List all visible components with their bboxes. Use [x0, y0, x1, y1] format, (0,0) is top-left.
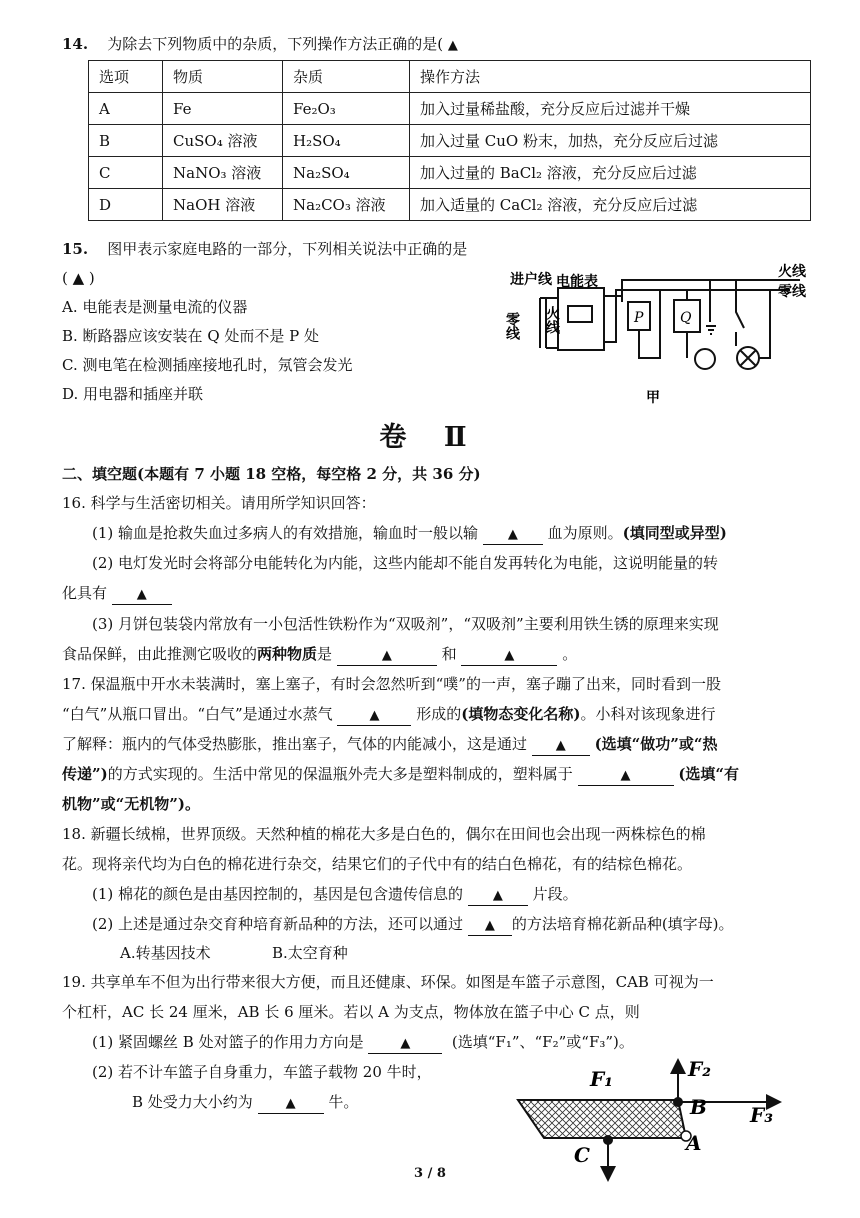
question-17-stem: 17. 保温瓶中开水未装满时，塞上塞子，有时会忽然听到“噗”的一声，塞子蹦了出来，同时看到一股: [62, 675, 721, 693]
text: (2) 上述是通过杂交育种培育新品种的方法，还可以通过: [92, 915, 464, 933]
label-incoming-wire: 进户线: [510, 272, 552, 288]
label-meter: 电能表: [556, 274, 598, 290]
question-19-part2: (2) 若不计车篮子自身重力，车篮子载物 20 牛时，: [92, 1063, 432, 1081]
answer-blank: [368, 1033, 442, 1054]
answer-blank: [258, 1093, 324, 1114]
label-fire-wire: 火线: [778, 264, 806, 280]
question-14-stem: [62, 33, 458, 57]
text: 化具有: [62, 584, 108, 602]
answer-blank-mark: ▲: [400, 1036, 411, 1051]
table-header: 杂质: [283, 61, 410, 93]
option-b: B. 断路器应该安装在 Q 处而不是 P 处: [62, 327, 320, 345]
option-d: D. 用电器和插座并联: [62, 385, 204, 403]
table-row: [89, 125, 811, 157]
answer-blank-mark: ▲: [555, 738, 566, 753]
answer-blank-mark: ▲: [447, 38, 458, 53]
answer-blank: [532, 735, 590, 756]
text: 食品保鲜，由此推测它吸收的: [62, 645, 258, 663]
answer-blank-mark: ▲: [620, 768, 631, 783]
table-cell: NaNO₃ 溶液: [163, 157, 283, 189]
text: 的方法培育棉花新品种(填字母)。: [511, 915, 734, 933]
text: “白气”从瓶口冒出。“白气”是通过水蒸气: [62, 705, 333, 723]
question-16-part2: (2) 电灯发光时会将部分电能转化为内能，这些内能却不能自发再转化为电能，这说明能量的转: [92, 554, 719, 572]
table-row: [89, 157, 811, 189]
answer-blank-mark: ▲: [381, 648, 392, 663]
text: 是: [317, 645, 333, 663]
hint: (选填“有: [678, 765, 740, 783]
table-header: 物质: [163, 61, 283, 93]
text: 了解释：瓶内的气体受热膨胀，推出塞子，气体的内能减小，这是通过: [62, 735, 528, 753]
question-19-part2-cont: [132, 1091, 358, 1114]
table-header: 选项: [89, 61, 163, 93]
question-19-line2: 个杠杆，AC 长 24 厘米，AB 长 6 厘米。若以 A 为支点，物体放在篮子中心 C 点，则: [62, 1003, 640, 1021]
table-cell: NaOH 溶液: [163, 189, 283, 221]
table-cell: C: [89, 157, 163, 189]
question-number: 15.: [62, 240, 89, 258]
label-fire-wire-vertical: 火线: [544, 306, 560, 334]
question-15-stem: [62, 238, 467, 260]
table-row: [89, 189, 811, 221]
table-cell: 加入适量的 CaCl₂ 溶液，充分反应后过滤: [410, 189, 811, 221]
hint: (填同型或异型): [622, 524, 727, 542]
option-a: A.转基因技术: [120, 944, 211, 962]
hint: 传递”): [62, 765, 108, 783]
question-17-line2: [62, 703, 715, 726]
table-header-row: [89, 61, 811, 93]
answer-blank: [112, 584, 172, 605]
question-17-line4: [62, 763, 739, 786]
answer-blank-mark: ▲: [484, 918, 495, 933]
section-title: 卷 Ⅱ: [379, 422, 481, 453]
label-c: C: [574, 1143, 590, 1167]
figure-caption: 甲: [646, 390, 660, 406]
question-18-part2: [92, 913, 734, 936]
text: 牛。: [328, 1093, 359, 1111]
table-cell: B: [89, 125, 163, 157]
text: 形成的: [416, 705, 462, 723]
question-16-part1: [92, 522, 727, 545]
options-table: [88, 60, 811, 221]
table-row: [89, 93, 811, 125]
answer-paren: ( ▲ ): [62, 269, 95, 287]
table-cell: Na₂CO₃ 溶液: [283, 189, 410, 221]
table-cell: Na₂SO₄: [283, 157, 410, 189]
question-number: 14.: [62, 35, 89, 53]
option-c: C. 测电笔在检测插座接地孔时，氖管会发光: [62, 356, 353, 374]
label-q: Q: [680, 310, 692, 326]
answer-blank-mark: ▲: [136, 587, 147, 602]
table-cell: A: [89, 93, 163, 125]
answer-blank-mark: ▲: [369, 708, 380, 723]
table-cell: Fe: [163, 93, 283, 125]
question-18-line2: 花。现将亲代均为白色的棉花进行杂交，结果它们的子代中有的结白色棉花，有的结棕色棉花。: [62, 855, 693, 873]
text: 片段。: [532, 885, 578, 903]
answer-blank: [483, 524, 543, 545]
text: (1) 棉花的颜色是由基因控制的，基因是包含遗传信息的: [92, 885, 464, 903]
text: 的方式实现的。生活中常见的保温瓶外壳大多是塑料制成的，塑料属于: [107, 765, 573, 783]
answer-blank-mark: ▲: [285, 1096, 296, 1111]
text: (1) 输血是抢救失血过多病人的有效措施，输血时一般以输: [92, 524, 479, 542]
option-b: B.太空育种: [272, 944, 348, 962]
answer-blank-mark: ▲: [492, 888, 503, 903]
text: 和: [441, 645, 457, 663]
text: 。小科对该现象进行: [580, 705, 716, 723]
label-b: B: [690, 1095, 707, 1119]
emphasis: 两种物质: [257, 645, 318, 663]
question-16-part3-cont: [62, 643, 577, 666]
option-a: A. 电能表是测量电流的仪器: [62, 298, 248, 316]
question-18-stem: 18. 新疆长绒棉，世界顶级。天然种植的棉花大多是白色的，偶尔在田间也会出现一两株棕色的棉: [62, 825, 706, 843]
question-17-line5: 机物”或“无机物”)。: [62, 795, 200, 813]
label-zero-wire-vertical: 零线: [504, 312, 520, 340]
table-cell: 加入过量稀盐酸，充分反应后过滤并干燥: [410, 93, 811, 125]
table-cell: H₂SO₄: [283, 125, 410, 157]
label-f2: F₂: [688, 1057, 711, 1081]
hint: (填物态变化名称): [461, 705, 581, 723]
answer-blank-mark: ▲: [504, 648, 515, 663]
answer-blank-mark: ▲: [507, 527, 518, 542]
label-p: P: [634, 310, 644, 326]
question-19-stem: 19. 共享单车不但为出行带来很大方便，而且还健康、环保。如图是车篮子示意图，CAB 可视为一: [62, 973, 714, 991]
label-a: A: [686, 1131, 702, 1155]
answer-blank: [337, 705, 411, 726]
text: (1) 紧固螺丝 B 处对篮子的作用力方向是: [92, 1033, 364, 1051]
text: 。: [562, 645, 578, 663]
text: 血为原则。: [547, 524, 623, 542]
table-cell: 加入过量的 BaCl₂ 溶液，充分反应后过滤: [410, 157, 811, 189]
answer-blank: [578, 765, 674, 786]
question-16-part3: (3) 月饼包装袋内常放有一小包活性铁粉作为“双吸剂”，“双吸剂”主要利用铁生锈的原理来实现: [92, 615, 719, 633]
circuit-diagram: [500, 262, 820, 410]
table-header: 操作方法: [410, 61, 811, 93]
answer-blank: [461, 645, 557, 666]
text: (选填“F₁”、“F₂”或“F₃”)。: [451, 1033, 634, 1051]
question-18-part1: [92, 883, 578, 906]
text: B 处受力大小约为: [132, 1093, 253, 1111]
label-f3: F₃: [750, 1103, 773, 1127]
answer-blank: [337, 645, 437, 666]
answer-blank: [468, 885, 528, 906]
question-17-line3: [62, 733, 718, 756]
hint: (选填“做功”或“热: [594, 735, 718, 753]
table-cell: CuSO₄ 溶液: [163, 125, 283, 157]
question-text: 为除去下列物质中的杂质，下列操作方法正确的是(: [107, 35, 444, 53]
table-cell: D: [89, 189, 163, 221]
question-16-stem: 16. 科学与生活密切相关。请用所学知识回答：: [62, 494, 376, 512]
table-cell: 加入过量 CuO 粉末，加热，充分反应后过滤: [410, 125, 811, 157]
answer-blank: [468, 915, 512, 936]
table-cell: Fe₂O₃: [283, 93, 410, 125]
question-16-part2-cont: [62, 582, 172, 605]
page-number: 3 / 8: [414, 1166, 446, 1181]
question-text: 图甲表示家庭电路的一部分，下列相关说法中正确的是: [107, 240, 468, 258]
label-zero-wire: 零线: [778, 284, 806, 300]
label-f1: F₁: [590, 1067, 613, 1091]
part-heading: 二、填空题(本题有 7 小题 18 空格，每空格 2 分，共 36 分): [62, 465, 481, 483]
